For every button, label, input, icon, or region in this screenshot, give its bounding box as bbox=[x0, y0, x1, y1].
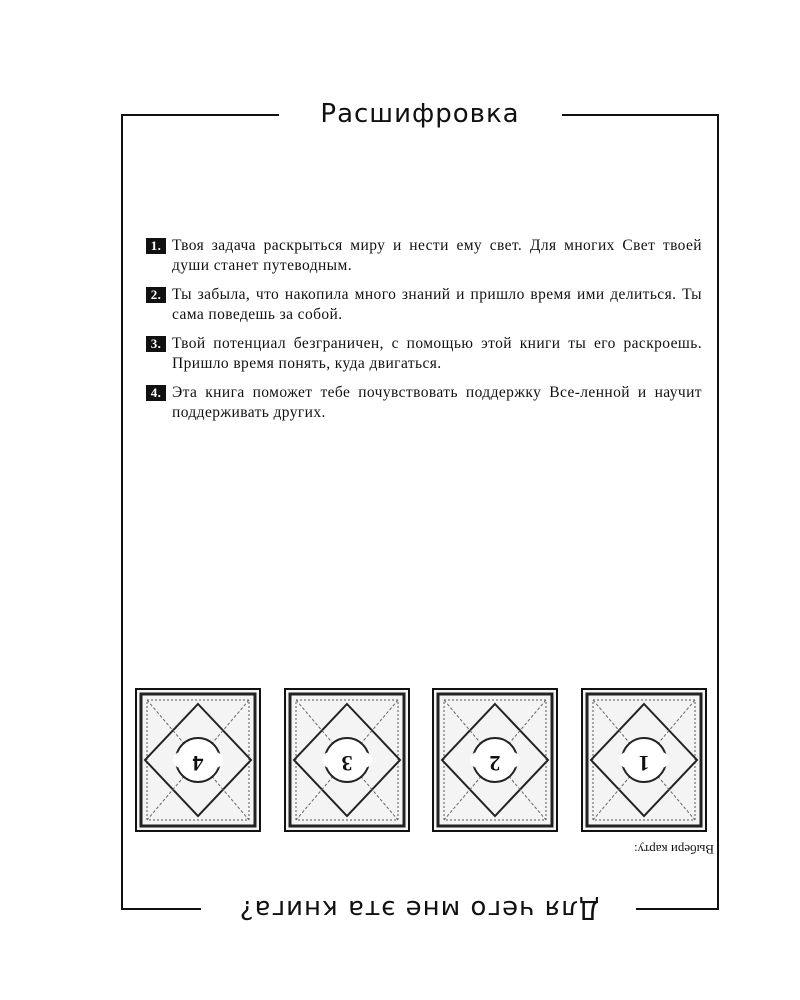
choose-card-instruction: Выбери карту: bbox=[634, 842, 714, 857]
item-text-4: Эта книга поможет тебе почувствовать поддержку Все-ленной и научит поддерживать других. bbox=[172, 384, 702, 421]
item-text-1: Твоя задача раскрыться миру и нести ему свет. Для многих Свет твоей души станет путеводным. bbox=[172, 237, 702, 274]
frame-top-left-line bbox=[121, 114, 279, 116]
card-number-1: 1 bbox=[638, 751, 650, 776]
frame-right-line bbox=[717, 114, 719, 910]
frame-bottom-right-line bbox=[636, 908, 719, 910]
card-3[interactable] bbox=[284, 688, 410, 832]
item-number-3: 3. bbox=[146, 336, 166, 352]
bottom-title: Для чего мне эта книга? bbox=[238, 894, 600, 924]
card-number-4: 4 bbox=[192, 751, 204, 776]
list-item-4 bbox=[146, 383, 702, 423]
frame-top-right-line bbox=[562, 114, 719, 116]
page-title: Расшифровка bbox=[320, 99, 520, 129]
frame-bottom-left-line bbox=[121, 908, 201, 910]
card-number-2: 2 bbox=[489, 751, 501, 776]
frame-left-line bbox=[121, 114, 123, 910]
list-item-3 bbox=[146, 334, 702, 374]
card-2[interactable] bbox=[432, 688, 558, 832]
list-item-2 bbox=[146, 285, 702, 325]
card-number-3: 3 bbox=[341, 751, 353, 776]
item-number-1: 1. bbox=[146, 238, 166, 254]
item-text-3: Твой потенциал безграничен, с помощью этой книги ты его раскроешь. Пришло время понять, куда двигаться. bbox=[172, 335, 702, 372]
item-text-2: Ты забыла, что накопила много знаний и пришло время ими делиться. Ты сама поведешь за собой. bbox=[172, 286, 702, 323]
interpretation-list bbox=[146, 236, 702, 432]
card-4[interactable] bbox=[135, 688, 261, 832]
list-item-1 bbox=[146, 236, 702, 276]
card-1[interactable] bbox=[581, 688, 707, 832]
item-number-4: 4. bbox=[146, 385, 166, 401]
item-number-2: 2. bbox=[146, 287, 166, 303]
